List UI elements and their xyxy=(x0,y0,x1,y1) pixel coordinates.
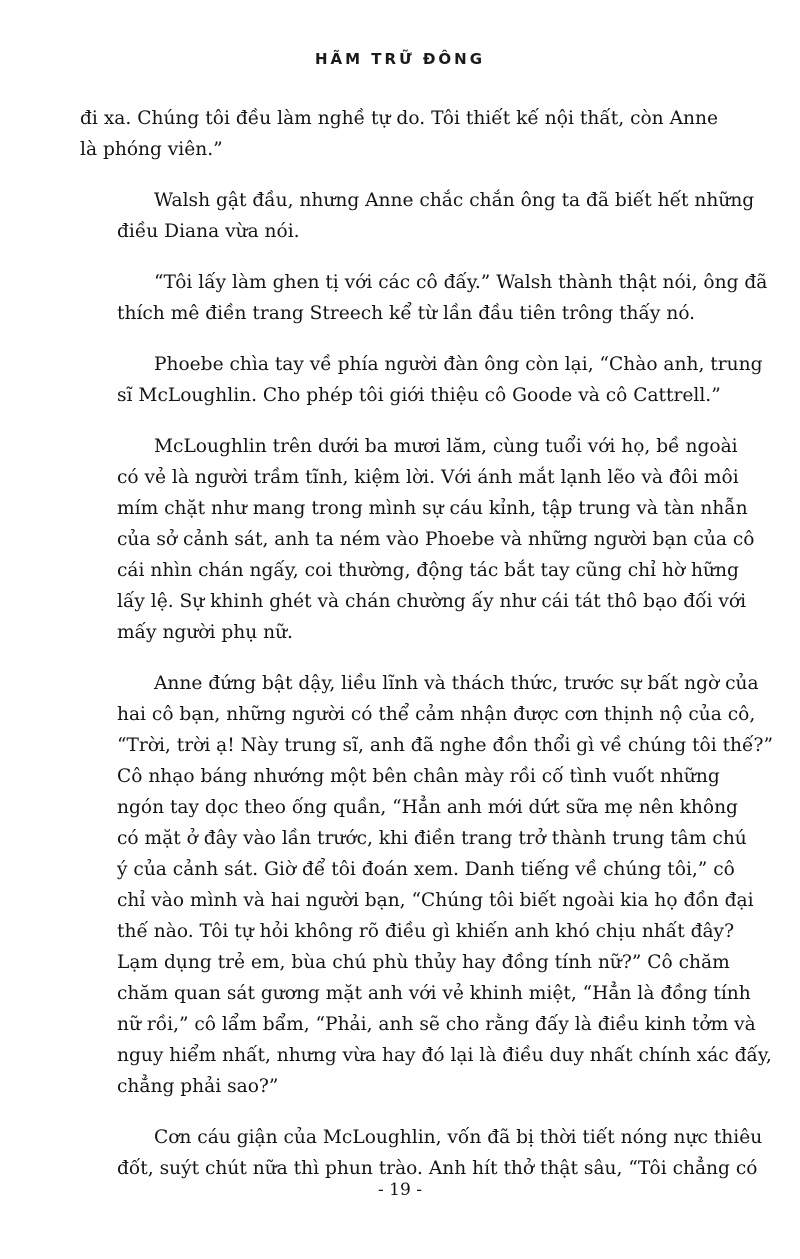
text-line: có mặt ở đây vào lần trước, khi điền trang trở thành trung tâm chú xyxy=(117,828,747,849)
running-header-title: HÃM TRỮ ĐÔNG xyxy=(314,50,486,68)
text-line: sĩ McLoughlin. Cho phép tôi giới thiệu cô Goode và cô Cattrell.” xyxy=(117,385,721,406)
text-line: Walsh gật đầu, nhưng Anne chắc chắn ông ta đã biết hết những xyxy=(154,190,755,211)
text-line: Lạm dụng trẻ em, bùa chú phù thủy hay đồng tính nữ?” Cô chăm xyxy=(117,952,730,973)
text-line: đốt, suýt chút nữa thì phun trào. Anh hít thở thật sâu, “Tôi chẳng có xyxy=(117,1158,758,1179)
paragraph xyxy=(80,185,755,247)
text-line: nguy hiểm nhất, nhưng vừa hay đó lại là điều duy nhất chính xác đấy, xyxy=(117,1045,772,1066)
text-line: điều Diana vừa nói. xyxy=(117,221,300,242)
text-line: “Tôi lấy làm ghen tị với các cô đấy.” Walsh thành thật nói, ông đã xyxy=(154,272,768,293)
text-line: Anne đứng bật dậy, liều lĩnh và thách thức, trước sự bất ngờ của xyxy=(154,673,759,694)
text-line: chỉ vào mình và hai người bạn, “Chúng tôi biết ngoài kia họ đồn đại xyxy=(117,890,754,911)
text-line: mím chặt như mang trong mình sự cáu kỉnh, tập trung và tàn nhẫn xyxy=(117,498,748,519)
text-line: hai cô bạn, những người có thể cảm nhận được cơn thịnh nộ của cô, xyxy=(117,704,756,725)
page-number: - 19 - xyxy=(378,1180,422,1200)
paragraph xyxy=(80,103,718,165)
text-line: lấy lệ. Sự khinh ghét và chán chường ấy như cái tát thô bạo đối với xyxy=(117,591,747,612)
text-line: “Trời, trời ạ! Này trung sĩ, anh đã nghe đồn thổi gì về chúng tôi thế?” xyxy=(117,735,773,756)
text-line: nữ rồi,” cô lẩm bẩm, “Phải, anh sẽ cho rằng đấy là điều kinh tởm và xyxy=(117,1014,756,1035)
text-line: ngón tay dọc theo ống quần, “Hẳn anh mới dứt sữa mẹ nên không xyxy=(117,797,738,818)
text-line: chẳng phải sao?” xyxy=(117,1076,279,1097)
text-line: thế nào. Tôi tự hỏi không rõ điều gì khiến anh khó chịu nhất đây? xyxy=(117,921,735,942)
text-line: McLoughlin trên dưới ba mươi lăm, cùng tuổi với họ, bề ngoài xyxy=(154,436,738,457)
paragraph xyxy=(80,1122,763,1184)
text-line: là phóng viên.” xyxy=(80,139,223,160)
text-line: thích mê điền trang Streech kể từ lần đầu tiên trông thấy nó. xyxy=(117,303,696,324)
text-line: Phoebe chìa tay về phía người đàn ông còn lại, “Chào anh, trung xyxy=(154,354,763,375)
text-line: chăm quan sát gương mặt anh với vẻ khinh miệt, “Hẳn là đồng tính xyxy=(117,983,751,1004)
text-line: mấy người phụ nữ. xyxy=(117,622,293,643)
text-line: Cơn cáu giận của McLoughlin, vốn đã bị thời tiết nóng nực thiêu xyxy=(154,1127,763,1148)
paragraph xyxy=(80,349,763,411)
text-line: có vẻ là người trầm tĩnh, kiệm lời. Với ánh mắt lạnh lẽo và đôi môi xyxy=(117,467,739,488)
text-line: của sở cảnh sát, anh ta ném vào Phoebe và những người bạn của cô xyxy=(117,529,755,550)
body-text xyxy=(80,103,773,1204)
paragraph xyxy=(80,431,755,648)
text-line: đi xa. Chúng tôi đều làm nghề tự do. Tôi thiết kế nội thất, còn Anne xyxy=(80,108,718,129)
text-line: ý của cảnh sát. Giờ để tôi đoán xem. Danh tiếng về chúng tôi,” cô xyxy=(117,859,735,880)
text-line: Cô nhạo báng nhướng một bên chân mày rồi cố tình vuốt những xyxy=(117,766,720,787)
paragraph xyxy=(80,668,773,1102)
paragraph xyxy=(80,267,768,329)
text-line: cái nhìn chán ngấy, coi thường, động tác bắt tay cũng chỉ hờ hững xyxy=(117,560,739,581)
